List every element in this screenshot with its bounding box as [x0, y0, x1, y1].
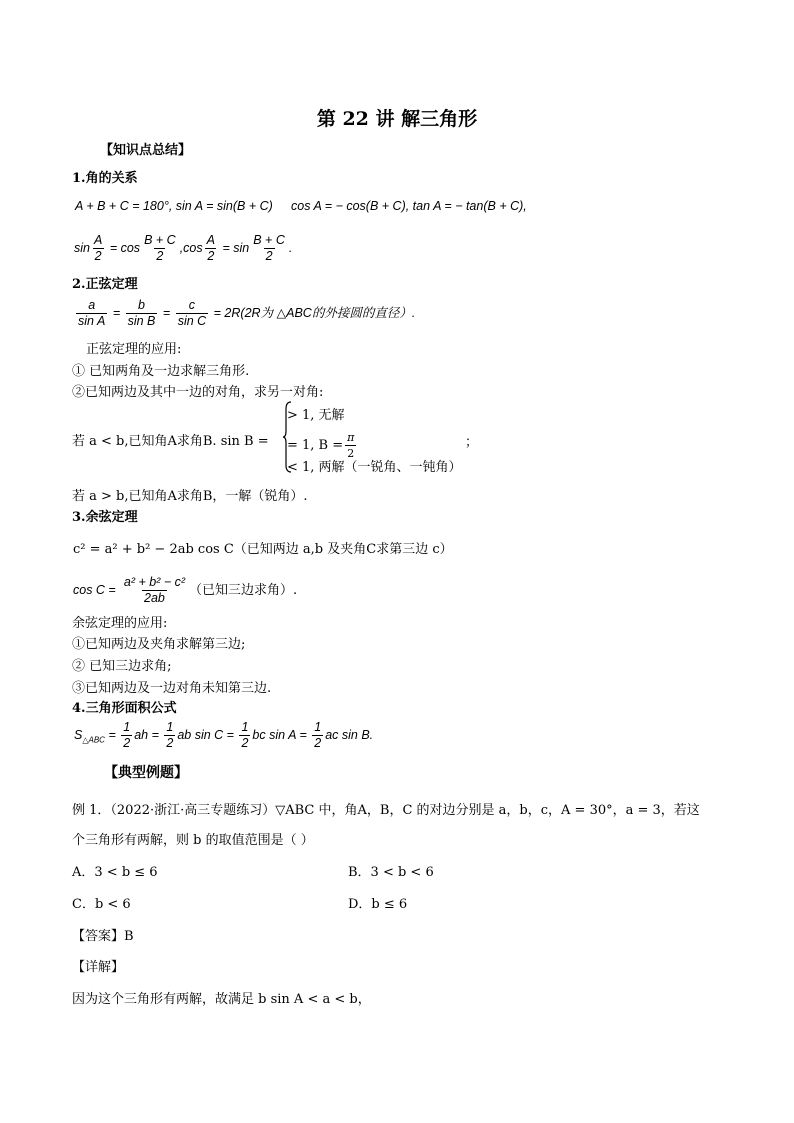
section-1-heading: 1.角的关系	[72, 171, 138, 186]
angle-relation-line-1a: A + B + C = 180°, sin A = sin(B + C)	[75, 199, 273, 213]
case-a-less-b-lead: 若 a < b,已知角A求角B. sin B =	[72, 434, 269, 449]
law-of-cosines-item-3: ③已知两边及一边对角未知第三边.	[72, 681, 272, 696]
section-3-heading: 3.余弦定理	[72, 510, 138, 525]
angle-relation-line-2: sin $\frac{A}{2}$ = cos $\frac{B + C}{2}$ ,cos $\frac{A}{2}$ = sin $\frac{B + C}{2}$ .	[74, 233, 293, 263]
option-a: A．3 < b ≤ 6	[72, 865, 158, 880]
law-of-cosines-formula: c² = a² + b² − 2ab cos C（已知两边 a,b 及夹角C求第三边 c）	[73, 542, 453, 557]
example-1-question-line-2: 个三角形有两解，则 b 的取值范围是（ ）	[72, 833, 314, 848]
section-4-heading: 4.三角形面积公式	[72, 701, 177, 716]
detail-line: 因为这个三角形有两解，故满足 b sin A < a < b，	[72, 992, 371, 1007]
example-1-question-line-1: 例 1．（2022·浙江·高三专题练习）▽ABC 中，角A，B，C 的对边分别是 a，b，c，A = 30°，a = 3，若这	[72, 803, 700, 818]
option-c: C．b < 6	[72, 897, 131, 912]
law-of-sines-item-2: ②已知两边及其中一边的对角，求另一对角:	[72, 385, 324, 400]
option-d: D．b ≤ 6	[348, 897, 408, 912]
section-2-heading: 2.正弦定理	[72, 277, 138, 292]
cases-semicolon: ；	[465, 435, 479, 450]
page-title: 第 22 讲 解三角形	[316, 108, 478, 130]
law-of-sines-formula: $\frac{a}{\text{sin A}}$ = $\frac{b}{\text{sin B}}$ = $\frac{c}{\text{sin C}}$ = 2R(2R为 △ABC的外接圆的直径）.	[78, 298, 416, 328]
case-greater-than-1: > 1, 无解	[287, 408, 345, 423]
case-less-than-1: < 1, 两解（一锐角、一钝角）	[287, 460, 462, 475]
law-of-sines-item-1: ① 已知两角及一边求解三角形.	[72, 364, 250, 379]
law-of-cosines-angle-formula: cos C = $\frac{\text{a² + b² − c²}}{2ab}$ （已知三边求角）.	[73, 575, 298, 605]
law-of-cosines-item-1: ①已知两边及夹角求解第三边;	[72, 637, 246, 652]
law-of-cosines-item-2: ② 已知三边求角;	[72, 659, 172, 674]
case-a-greater-b: 若 a > b,已知角A求角B，一解（锐角）.	[72, 489, 308, 504]
triangle-area-formula: $S_{\triangle ABC}$ = $\frac{1}{2}$ ah = $\frac{1}{2}$ ab sin C = $\frac{1}{2}$ bc sin A = $\frac{1}{2}$ ac sin B.	[74, 720, 374, 750]
answer-line: 【答案】B	[72, 929, 134, 944]
case-equal-1: = 1, B = $\frac{\pi}{2}$	[287, 431, 355, 460]
knowledge-summary-header: 【知识点总结】	[100, 143, 192, 158]
law-of-cosines-application-label: 余弦定理的应用:	[72, 616, 168, 631]
angle-relation-line-1b: cos A = − cos(B + C), tan A = − tan(B + C),	[291, 199, 527, 213]
law-of-sines-application-label: 正弦定理的应用:	[86, 342, 182, 357]
option-b: B．3 < b < 6	[348, 865, 434, 880]
detail-label: 【详解】	[72, 960, 125, 975]
typical-examples-header: 【典型例题】	[104, 765, 188, 781]
